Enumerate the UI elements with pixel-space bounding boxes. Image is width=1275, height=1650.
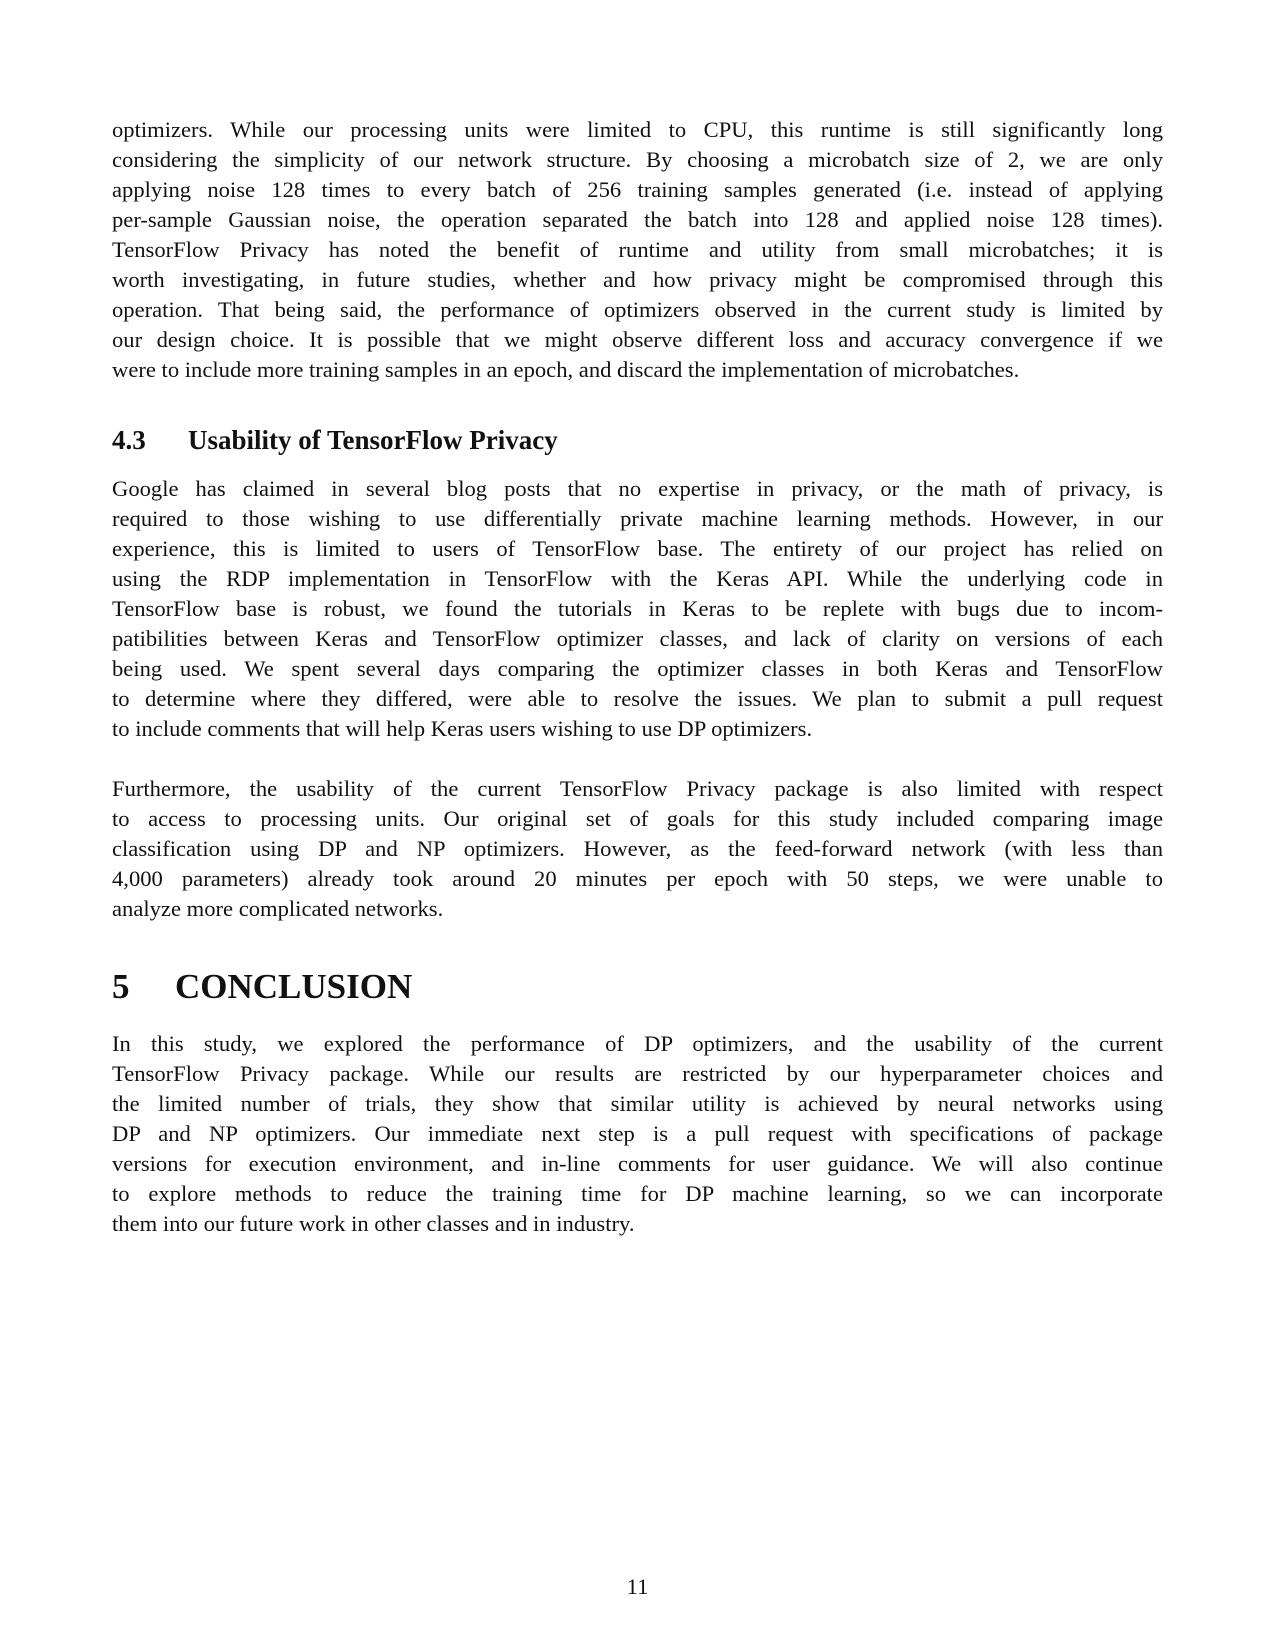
text-line: to determine where they differed, were able to resolve the issues. We plan to submit a pull request [112, 686, 1163, 711]
text-line: using the RDP implementation in TensorFlow with the Keras API. While the underlying code in [112, 566, 1163, 591]
text-line: to explore methods to reduce the training time for DP machine learning, so we can incorporate [112, 1181, 1163, 1206]
paragraph-conclusion [112, 1029, 1163, 1239]
text-line: experience, this is limited to users of TensorFlow base. The entirety of our project has relied on [112, 536, 1163, 561]
text-line: TensorFlow Privacy has noted the benefit of runtime and utility from small microbatches; it is [112, 237, 1163, 262]
text-line: TensorFlow Privacy package. While our results are restricted by our hyperparameter choices and [112, 1061, 1163, 1086]
text-line: per-sample Gaussian noise, the operation separated the batch into 128 and applied noise 128 times). [112, 207, 1163, 232]
text-line: optimizers. While our processing units were limited to CPU, this runtime is still significantly long [112, 117, 1163, 142]
text-line: the limited number of trials, they show that similar utility is achieved by neural networks using [112, 1091, 1163, 1116]
paragraph-continued [112, 115, 1163, 385]
subsection-heading-4-3 [112, 423, 1163, 457]
subsection-number: 4.3 [112, 425, 146, 455]
text-line: patibilities between Keras and TensorFlow optimizer classes, and lack of clarity on versions of each [112, 626, 1163, 651]
text-line: 4,000 parameters) already took around 20 minutes per epoch with 50 steps, we were unable to [112, 866, 1163, 891]
text-line: analyze more complicated networks. [112, 896, 444, 921]
section-title: CONCLUSION [175, 967, 413, 1006]
text-line: In this study, we explored the performance of DP optimizers, and the usability of the current [112, 1031, 1163, 1056]
text-line: Google has claimed in several blog posts that no expertise in privacy, or the math of privacy, is [112, 476, 1163, 501]
text-line: them into our future work in other classes and in industry. [112, 1211, 635, 1236]
text-line: being used. We spent several days comparing the optimizer classes in both Keras and TensorFlow [112, 656, 1163, 681]
paragraph-usability-1 [112, 474, 1163, 744]
section-heading-5 [112, 966, 1163, 1008]
text-line: our design choice. It is possible that we might observe different loss and accuracy convergence if we [112, 327, 1163, 352]
paragraph-usability-2 [112, 774, 1163, 924]
text-line: applying noise 128 times to every batch of 256 training samples generated (i.e. instead of applying [112, 177, 1163, 202]
text-line: operation. That being said, the performance of optimizers observed in the current study is limited by [112, 297, 1163, 322]
text-line: were to include more training samples in an epoch, and discard the implementation of microbatches. [112, 357, 1020, 382]
text-line: versions for execution environment, and in-line comments for user guidance. We will also continue [112, 1151, 1163, 1176]
text-line: TensorFlow base is robust, we found the tutorials in Keras to be replete with bugs due to incom- [112, 596, 1163, 621]
section-number: 5 [112, 967, 130, 1006]
subsection-title: Usability of TensorFlow Privacy [188, 425, 558, 455]
text-line: to include comments that will help Keras users wishing to use DP optimizers. [112, 716, 813, 741]
text-line: classification using DP and NP optimizers. However, as the feed-forward network (with less than [112, 836, 1163, 861]
text-line: worth investigating, in future studies, whether and how privacy might be compromised through this [112, 267, 1163, 292]
text-line: required to those wishing to use differentially private machine learning methods. However, in our [112, 506, 1163, 531]
page-number: 11 [626, 1574, 649, 1599]
text-line: DP and NP optimizers. Our immediate next step is a pull request with specifications of package [112, 1121, 1163, 1146]
text-line: considering the simplicity of our network structure. By choosing a microbatch size of 2, we are only [112, 147, 1163, 172]
text-line: Furthermore, the usability of the current TensorFlow Privacy package is also limited with respect [112, 776, 1163, 801]
text-line: to access to processing units. Our original set of goals for this study included comparing image [112, 806, 1163, 831]
